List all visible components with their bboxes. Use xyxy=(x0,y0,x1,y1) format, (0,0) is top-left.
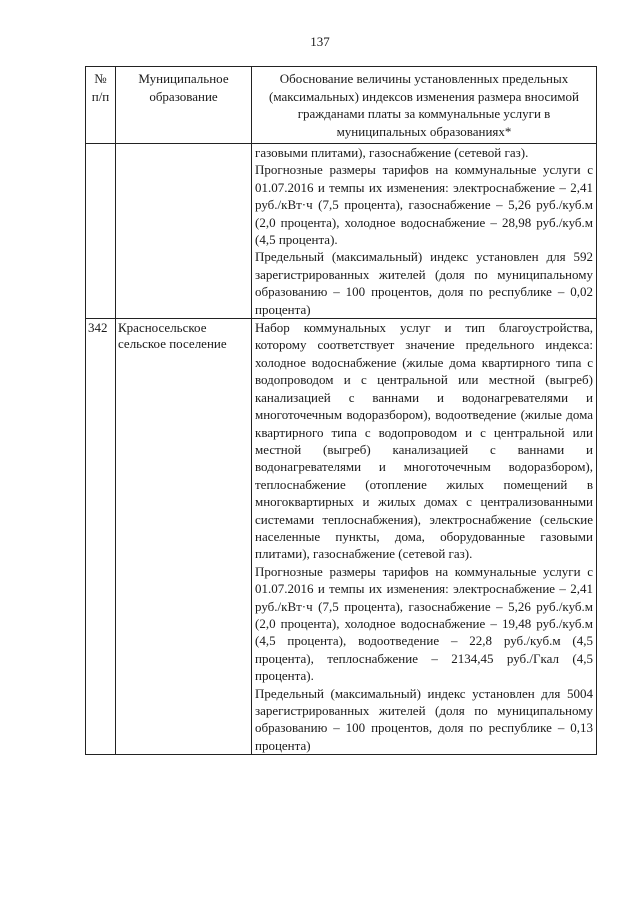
paragraph: Прогнозные размеры тарифов на коммунальные услуги с 01.07.2016 и темпы их изменения: электроснабжение – 2,41 руб./кВт·ч (7,5 процента), газоснабжение – 5,26 руб./куб.м (2,0 процента), холодное водоснабжение – 28,98 руб./куб.м (4,5 процента). xyxy=(255,162,593,248)
paragraph: Набор коммунальных услуг и тип благоустройства, которому соответствует значение предельного индекса: холодное водоснабжение (жилые дома квартирного типа с водопроводом и с центральной или местной (выгреб) канализацией с ваннами и водонагревателями и многоточечным водоразбором), водоотведение (жилые дома квартирного типа с водопроводом и с центральной или местной (выгреб) канализацией с ваннами и водонагревателями и многоточечным водоразбором), теплоснабжение (отопление жилых помещений в многоквартирных и жилых домах с централизованными системами теплоснабжения), электроснабжение (сельские населенные пункты, дома, оборудованные газовыми плитами), газоснабжение (сетевой газ). xyxy=(255,320,593,562)
tariff-table xyxy=(85,66,597,755)
paragraph: Предельный (максимальный) индекс установлен для 5004 зарегистрированных жителей (доля по муниципальному образованию – 100 процентов, доля по республике – 0,13 процента) xyxy=(255,685,593,753)
header-justification: Обоснование величины установленных предельных (максимальных) индексов изменения размера вносимой гражданами платы за коммунальные услуги в муниципальных образованиях* xyxy=(252,67,597,144)
paragraph: газовыми плитами), газоснабжение (сетевой газ). xyxy=(255,145,529,160)
table-header-row xyxy=(86,67,597,144)
row-num: 342 xyxy=(86,319,116,755)
paragraph: Предельный (максимальный) индекс установлен для 592 зарегистрированных жителей (доля по муниципальному образованию – 100 процентов, доля по республике – 0,02 процента) xyxy=(255,249,593,317)
row-municipality: Красносельское сельское поселение xyxy=(116,319,252,755)
table-row xyxy=(86,319,597,755)
header-num: № п/п xyxy=(86,67,116,144)
row-municipality xyxy=(116,144,252,319)
paragraph: Прогнозные размеры тарифов на коммунальные услуги с 01.07.2016 и темпы их изменения: электроснабжение – 2,41 руб./кВт·ч (7,5 процента), газоснабжение – 5,26 руб./куб.м (2,0 процента), холодное водоснабжение – 19,48 руб./куб.м (4,5 процента), водоотведение – 22,8 руб./куб.м (4,5 процента), теплоснабжение – 2134,45 руб./Гкал (4,5 процента). xyxy=(255,563,593,684)
page-number: 137 xyxy=(310,34,330,49)
row-num xyxy=(86,144,116,319)
row-justification xyxy=(252,144,597,319)
header-municipality: Муниципальное образование xyxy=(116,67,252,144)
table-row xyxy=(86,144,597,319)
row-justification xyxy=(252,319,597,755)
